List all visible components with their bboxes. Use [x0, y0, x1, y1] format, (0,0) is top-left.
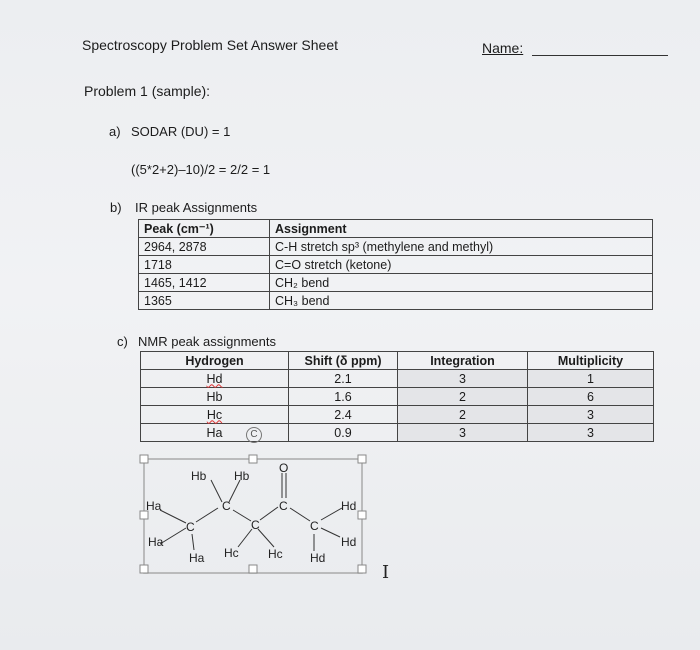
table-row — [139, 238, 653, 256]
nmr-table — [140, 351, 654, 442]
resize-handle-ne[interactable] — [358, 455, 366, 463]
resize-handle-n[interactable] — [249, 455, 257, 463]
table-row — [141, 406, 654, 424]
ir-table — [138, 219, 653, 310]
table-row — [141, 424, 654, 442]
nmr-hydrogen-cell: Hc — [206, 407, 223, 422]
part-a-label: a) — [109, 124, 121, 139]
ir-header-row — [139, 220, 653, 238]
nmr-shift-cell: 0.9 — [289, 424, 398, 442]
atom-label: Hc — [224, 546, 239, 560]
structure-image[interactable] — [138, 450, 372, 580]
ir-assignment-cell: CH₃ bend — [270, 292, 653, 310]
nmr-multiplicity-cell: 3 — [528, 424, 654, 442]
ir-assignment-cell: C=O stretch (ketone) — [270, 256, 653, 274]
atom-label: Ha — [148, 535, 164, 549]
part-b-label: b) — [110, 200, 122, 215]
text-cursor-icon: I — [382, 562, 390, 583]
atom-label: Hc — [268, 547, 283, 561]
ir-peak-cell: 1365 — [139, 292, 270, 310]
name-underline[interactable] — [532, 55, 668, 56]
nmr-integration-cell: 3 — [398, 424, 528, 442]
atom-label: Hb — [191, 469, 207, 483]
resize-handle-se[interactable] — [358, 565, 366, 573]
table-row — [139, 292, 653, 310]
nmr-multiplicity-cell: 1 — [528, 370, 654, 388]
nmr-multiplicity-cell: 3 — [528, 406, 654, 424]
nmr-multiplicity-cell: 6 — [528, 388, 654, 406]
resize-handle-nw[interactable] — [140, 455, 148, 463]
nmr-integration-cell: 3 — [398, 370, 528, 388]
ir-assignment-cell: CH₂ bend — [270, 274, 653, 292]
nmr-col-shift: Shift (δ ppm) — [289, 352, 398, 370]
table-row — [139, 256, 653, 274]
nmr-col-hydrogen: Hydrogen — [141, 352, 289, 370]
resize-handle-sw[interactable] — [140, 565, 148, 573]
nmr-col-integration: Integration — [398, 352, 528, 370]
part-a-work: ((5*2+2)–10)/2 = 2/2 = 1 — [131, 162, 271, 177]
table-row — [139, 274, 653, 292]
atom-label: C — [251, 518, 260, 532]
atom-label: Hd — [341, 535, 357, 549]
atom-label: Hd — [310, 551, 326, 565]
atom-label: C — [186, 520, 195, 534]
selection-box — [144, 459, 362, 573]
name-label: Name: — [482, 40, 524, 56]
table-row — [141, 388, 654, 406]
atom-label: C — [279, 499, 288, 513]
bond-lines — [160, 473, 342, 551]
page-title: Spectroscopy Problem Set Answer Sheet — [82, 37, 339, 53]
atom-label: O — [279, 461, 289, 475]
ir-col-assignment: Assignment — [270, 220, 653, 238]
nmr-shift-cell: 1.6 — [289, 388, 398, 406]
ir-peak-cell: 1718 — [139, 256, 270, 274]
resize-handle-s[interactable] — [249, 565, 257, 573]
nmr-shift-cell: 2.4 — [289, 406, 398, 424]
ir-assignment-cell: C-H stretch sp³ (methylene and methyl) — [270, 238, 653, 256]
copyright-icon[interactable]: C — [246, 427, 262, 443]
part-a-text: SODAR (DU) = 1 — [131, 124, 231, 139]
atom-label: Ha — [146, 499, 162, 513]
atom-label: Hd — [341, 499, 357, 513]
nmr-shift-cell: 2.1 — [289, 370, 398, 388]
part-c-label: c) — [117, 334, 128, 349]
nmr-integration-cell: 2 — [398, 388, 528, 406]
atom-label: Hb — [234, 469, 250, 483]
nmr-hydrogen-cell: Hb — [141, 388, 289, 406]
nmr-header-row — [141, 352, 654, 370]
atom-label: C — [310, 519, 319, 533]
ir-col-peak: Peak (cm⁻¹) — [139, 220, 270, 238]
atom-label: Ha — [189, 551, 205, 565]
ir-peak-cell: 2964, 2878 — [139, 238, 270, 256]
problem-heading: Problem 1 (sample): — [84, 83, 211, 99]
part-b-title: IR peak Assignments — [135, 200, 258, 215]
nmr-hydrogen-cell: Ha — [141, 424, 289, 442]
table-row — [141, 370, 654, 388]
part-c-title: NMR peak assignments — [138, 334, 276, 349]
nmr-integration-cell: 2 — [398, 406, 528, 424]
atom-label: C — [222, 499, 231, 513]
nmr-col-multiplicity: Multiplicity — [528, 352, 654, 370]
nmr-hydrogen-cell: Hd — [206, 371, 223, 386]
resize-handle-e[interactable] — [358, 511, 366, 519]
ir-peak-cell: 1465, 1412 — [139, 274, 270, 292]
